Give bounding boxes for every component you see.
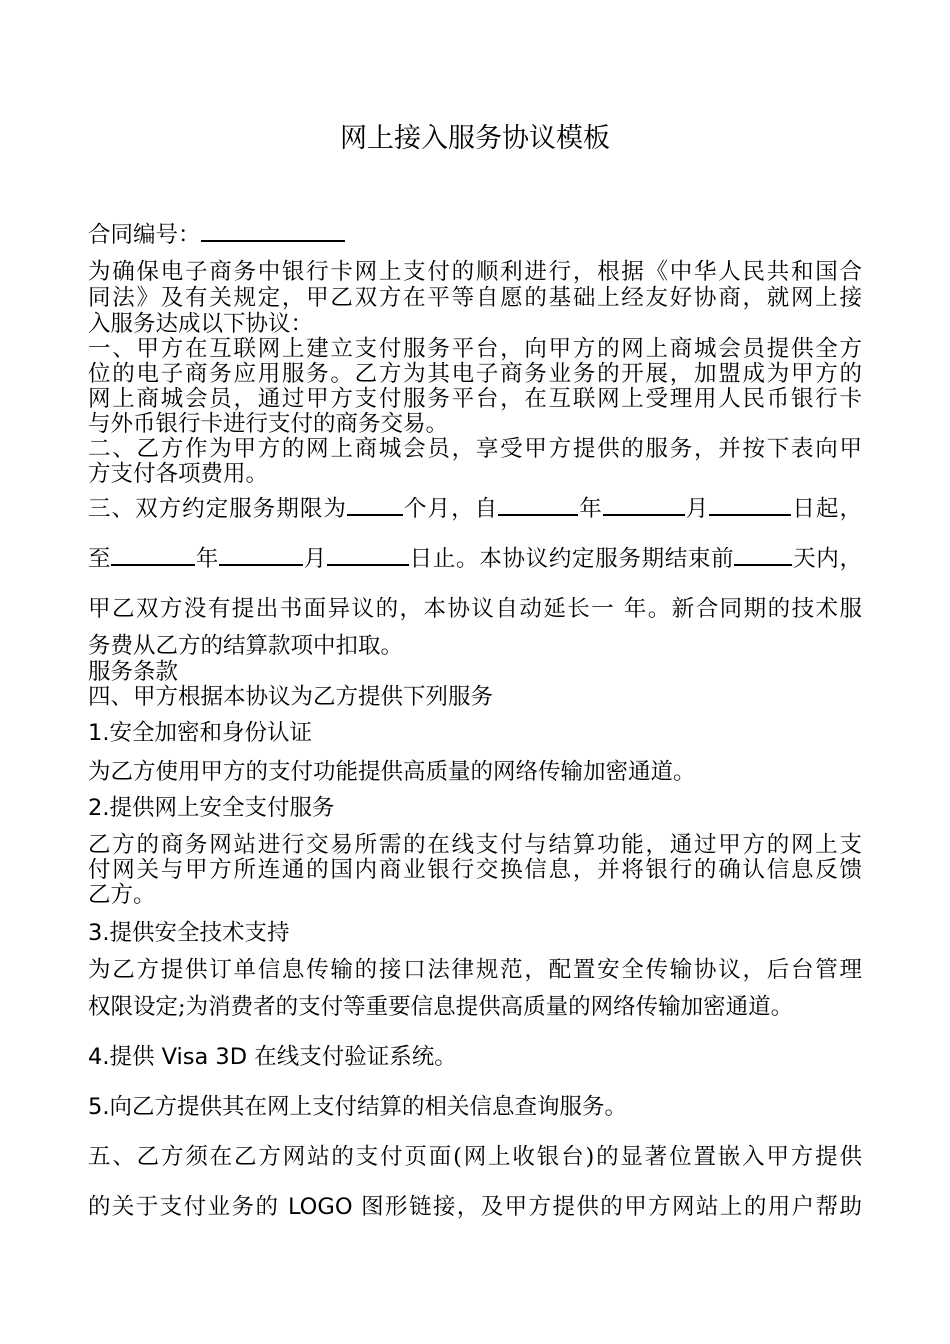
- item2-body-line-2: 付网关与甲方所连通的国内商业银行交换信息，并将银行的确认信息反馈: [88, 857, 862, 883]
- notice-days-blank[interactable]: [734, 546, 792, 566]
- start-month-blank[interactable]: [603, 496, 685, 516]
- preamble-line-3: 入服务达成以下协议：: [88, 311, 314, 337]
- clause3-text-c: 年: [578, 496, 603, 522]
- clause3-text-h: 月: [303, 546, 327, 572]
- item2-body-line-3: 乙方。: [88, 882, 156, 908]
- term-months-blank[interactable]: [347, 496, 403, 516]
- clause2-line-1: 二、乙方作为甲方的网上商城会员，享受甲方提供的服务，并按下表向甲: [88, 436, 862, 462]
- start-day-blank[interactable]: [709, 496, 791, 516]
- item3-title: 提供安全技术支持: [109, 920, 290, 946]
- end-month-blank[interactable]: [219, 546, 303, 566]
- clause1-line-4: 与外币银行卡进行支付的商务交易。: [88, 411, 449, 437]
- item5-number: 5.: [88, 1094, 110, 1120]
- clause1-line-2: 位的电子商务应用服务。乙方为其电子商务业务的开展，加盟成为甲方的: [88, 361, 862, 387]
- clause3-line-3: 甲乙双方没有提出书面异议的，本协议自动延长一 年。新合同期的技术服: [88, 596, 862, 622]
- clause5-text-pre: 的关于支付业务的: [88, 1194, 288, 1220]
- item3-body-line-2: 权限设定;为消费者的支付等重要信息提供高质量的网络传输加密通道。: [88, 994, 794, 1020]
- contract-number-blank[interactable]: [201, 222, 345, 242]
- clause3-line-4: 务费从乙方的结算款项中扣取。: [88, 633, 404, 659]
- item5-line: [88, 1094, 627, 1120]
- item1-heading: [88, 720, 312, 746]
- preamble-line-2: 同法》及有关规定，甲乙双方在平等自愿的基础上经友好协商，就网上接: [88, 285, 862, 311]
- preamble-line-1: 为确保电子商务中银行卡网上支付的顺利进行，根据《中华人民共和国合: [88, 259, 862, 285]
- item4-line: [88, 1044, 457, 1070]
- item4-number: 4.: [88, 1044, 110, 1070]
- item5-text: 向乙方提供其在网上支付结算的相关信息查询服务。: [109, 1094, 627, 1120]
- clause2-line-2: 方支付各项费用。: [88, 461, 269, 487]
- clause4-heading: 四、甲方根据本协议为乙方提供下列服务: [88, 684, 494, 710]
- item3-number: 3.: [88, 920, 110, 946]
- item1-number: 1.: [88, 720, 110, 746]
- item1-body-line-1: 为乙方使用甲方的支付功能提供高质量的网络传输加密通道。: [88, 759, 696, 785]
- service-terms-heading: 服务条款: [88, 659, 179, 685]
- item2-title: 提供网上安全支付服务: [109, 795, 335, 821]
- clause3-text-b: 个月，自: [402, 496, 499, 522]
- clause3-text-a: 三、双方约定服务期限为: [88, 496, 347, 522]
- clause1-line-1: 一、甲方在互联网上建立支付服务平台，向甲方的网上商城会员提供全方: [88, 336, 862, 362]
- clause5-text-post: 图形链接，及甲方提供的甲方网站上的用户帮助: [352, 1194, 862, 1220]
- item3-heading: [88, 920, 289, 946]
- item3-body-line-1: 为乙方提供订单信息传输的接口法律规范，配置安全传输协议，后台管理: [88, 957, 862, 983]
- item2-heading: [88, 795, 334, 821]
- clause3-text-e: 日起，: [791, 496, 862, 522]
- clause5-line-2: [88, 1194, 862, 1220]
- item4-text-pre: 提供: [109, 1044, 162, 1070]
- clause3-line-1: [88, 496, 862, 522]
- clause3-text-j: 天内，: [792, 546, 862, 572]
- document-title: 网上接入服务协议模板: [340, 123, 610, 154]
- start-year-blank[interactable]: [498, 496, 578, 516]
- clause3-text-i: 日止。本协议约定服务期结束前: [408, 546, 735, 572]
- item4-text-post: 在线支付验证系统。: [247, 1044, 457, 1070]
- clause1-line-3: 网上商城会员，通过甲方支付服务平台，在互联网上受理用人民币银行卡: [88, 386, 862, 412]
- item2-number: 2.: [88, 795, 110, 821]
- clause3-text-g: 年: [195, 546, 220, 572]
- contract-number-line: [88, 222, 345, 248]
- clause3-line-2: [88, 546, 862, 572]
- item4-latin: Visa 3D: [161, 1044, 248, 1070]
- clause3-text-f: 至: [88, 546, 112, 572]
- clause5-line-1: 五、乙方须在乙方网站的支付页面(网上收银台)的显著位置嵌入甲方提供: [88, 1144, 862, 1170]
- clause3-text-d: 月: [684, 496, 710, 522]
- item1-title: 安全加密和身份认证: [109, 720, 312, 746]
- contract-number-label: 合同编号：: [88, 222, 201, 248]
- item2-body-line-1: 乙方的商务网站进行交易所需的在线支付与结算功能，通过甲方的网上支: [88, 832, 862, 858]
- clause5-logo-word: LOGO: [287, 1194, 353, 1220]
- end-year-blank[interactable]: [111, 546, 195, 566]
- end-day-blank[interactable]: [327, 546, 409, 566]
